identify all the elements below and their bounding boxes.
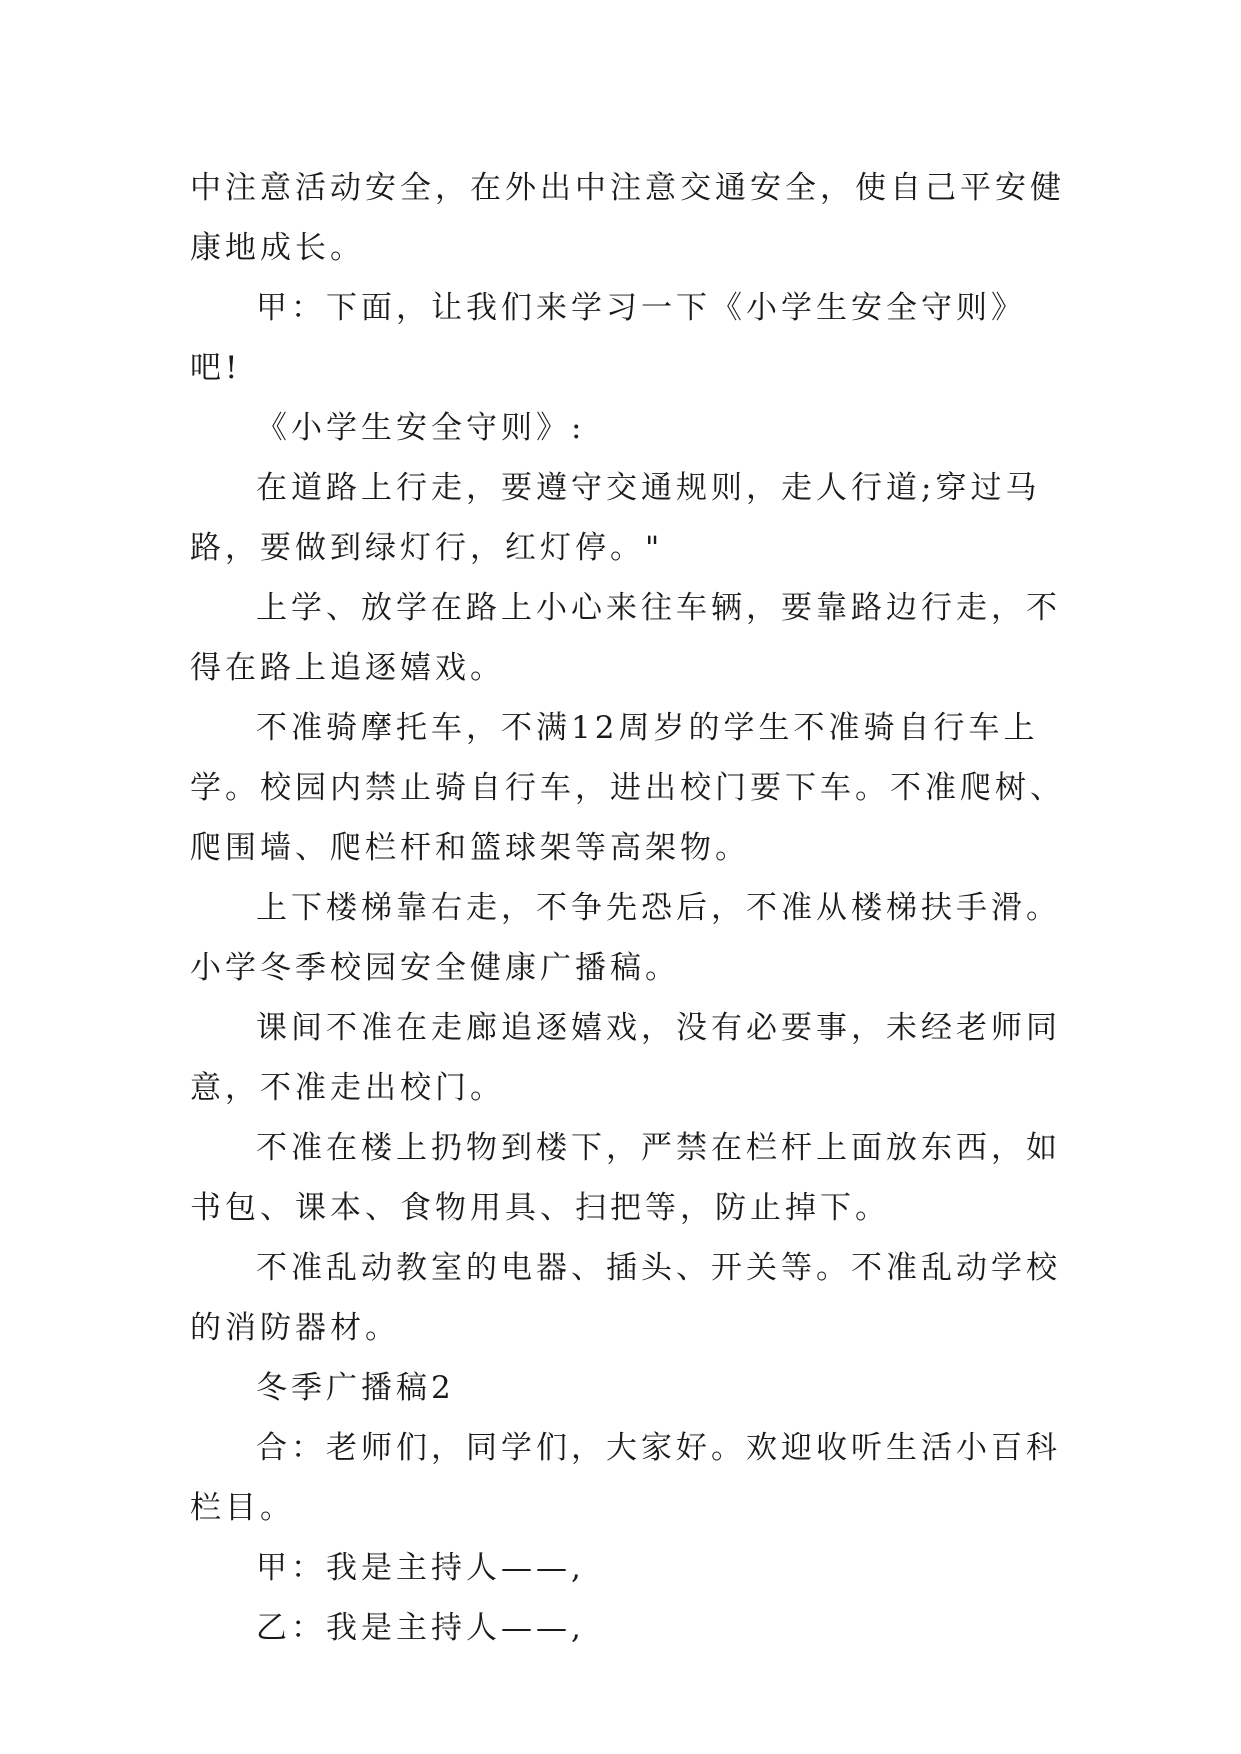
paragraph: 上学、放学在路上小心来往车辆，要靠路边行走，不得在路上追逐嬉戏。 (190, 590, 1061, 686)
paragraph: 上下楼梯靠右走，不争先恐后，不准从楼梯扶手滑。小学冬季校园安全健康广播稿。 (190, 890, 1061, 986)
paragraph: 合：老师们，同学们，大家好。欢迎收听生活小百科栏目。 (190, 1430, 1061, 1526)
paragraph: 不准乱动教室的电器、插头、开关等。不准乱动学校的消防器材。 (190, 1250, 1061, 1346)
paragraph: 在道路上行走，要遵守交通规则，走人行道;穿过马路，要做到绿灯行，红灯停。" (190, 470, 1041, 566)
paragraph: 课间不准在走廊追逐嬉戏，没有必要事，未经老师同意，不准走出校门。 (190, 1010, 1061, 1106)
paragraph: 不准骑摩托车，不满12周岁的学生不准骑自行车上学。校园内禁止骑自行车，进出校门要下车。不准爬树、爬围墙、爬栏杆和篮球架等高架物。 (190, 710, 1065, 866)
paragraph: 不准在楼上扔物到楼下，严禁在栏杆上面放东西，如书包、课本、食物用具、扫把等，防止掉下。 (190, 1130, 1061, 1226)
paragraph: 甲：我是主持人——, (256, 1550, 585, 1586)
paragraph: 《小学生安全守则》: (256, 410, 586, 446)
paragraph: 中注意活动安全，在外出中注意交通安全，使自己平安健康地成长。 (190, 170, 1065, 266)
document-body (190, 158, 1070, 1658)
paragraph: 乙：我是主持人——, (256, 1610, 585, 1646)
section-heading: 冬季广播稿2 (256, 1370, 455, 1406)
paragraph: 甲：下面，让我们来学习一下《小学生安全守则》吧! (190, 290, 1026, 386)
